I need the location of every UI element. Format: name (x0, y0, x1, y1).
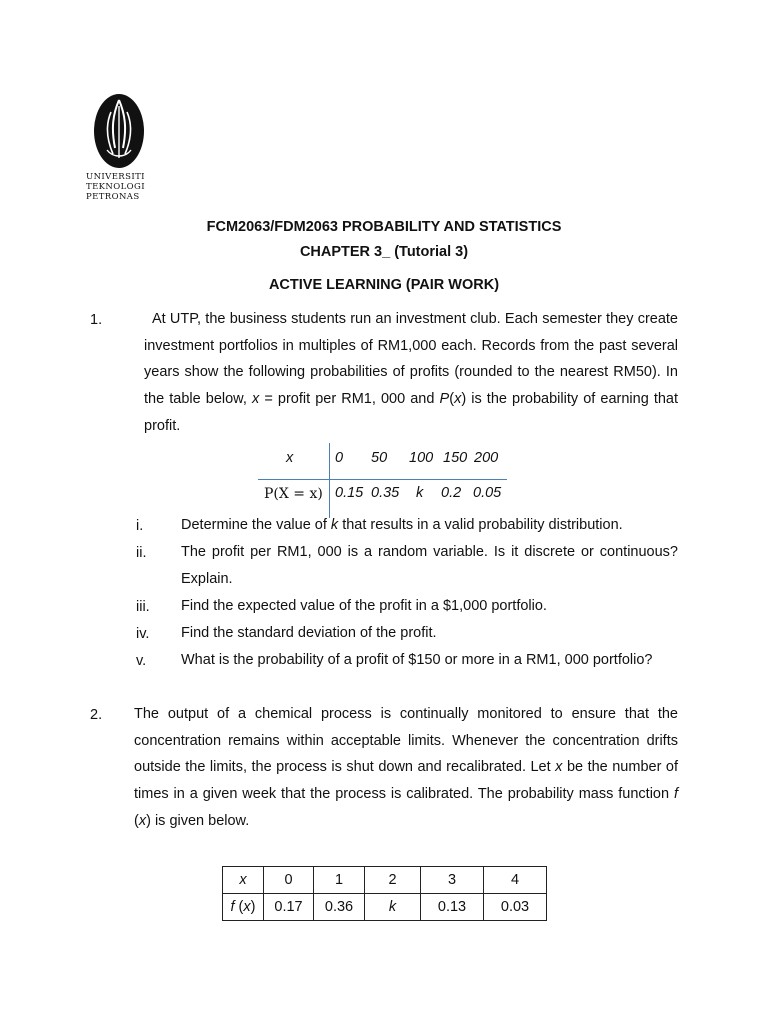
q1-x-value: 100 (409, 450, 434, 466)
q2-x-value: 2 (365, 867, 421, 894)
q2-var-f: f (673, 786, 679, 803)
q1-part-i-var-k: k (330, 517, 339, 533)
q1-part-text (181, 512, 678, 539)
q2-x-value: 4 (484, 867, 547, 894)
q1-part-text: The profit per RM1, 000 is a random variable. Is it discrete or continuous? Explain. (181, 544, 678, 587)
q1-var-p: P (439, 391, 450, 408)
question-1-text: At UTP, the business students run an investment club. Each semester they create investment portfolios in multiples of RM1,000 each. Records from the past several years show the following probabilities of profits (rounded to the nearest RM50). In the table below, x = profit per RM1, 000 and P(x) is the probability of earning that profit. (144, 311, 679, 434)
university-logo (86, 92, 152, 207)
table-row (223, 894, 547, 921)
q2-text-b: be the number of times in a given week that the process is calibrated. The probability mass function (134, 759, 678, 803)
course-title: FCM2063/FDM2063 PROBABILITY AND STATISTICS (206, 219, 562, 235)
q2-x-value: 3 (421, 867, 484, 894)
q1-text-a: At UTP, the business students run an investment club. Each semester they create investment portfolios in multiples of RM1,000 each. Records from the past several years show the following probabilities of profits (rounded to the nearest RM50). In the table below, (144, 311, 678, 408)
q1-part-label: iv. (136, 626, 150, 642)
utp-emblem-icon (93, 92, 145, 170)
q2-f-value: 0.17 (264, 894, 314, 921)
logo-line-2: TEKNOLOGI (86, 182, 145, 192)
q2-f-value: k (365, 894, 421, 921)
q1-p-value: 0.2 (441, 485, 462, 501)
q2-table-f-label: f (x) (223, 894, 264, 921)
q2-pmf-table (222, 866, 547, 921)
q1-part-label: v. (136, 653, 147, 669)
logo-line-1: UNIVERSITI (86, 172, 145, 182)
activity-title: ACTIVE LEARNING (PAIR WORK) (268, 277, 500, 293)
q2-var-f-arg: x (138, 812, 147, 829)
q1-var-x: x (251, 391, 260, 408)
logo-line-3: PETRONAS (86, 192, 140, 202)
q2-text-a: The output of a chemical process is continually monitored to ensure that the concentration remains within acceptable limits. Whenever the concentration drifts outside the limits, the process is shut down and recalibrated. Let (134, 706, 678, 776)
q1-part-label: ii. (136, 545, 147, 561)
q2-f-symbol: f (230, 899, 235, 915)
q1-text-c: is the probability of earning that profit. (144, 391, 679, 434)
q2-f-arg: x (243, 899, 251, 915)
q1-table-vertical-rule (329, 443, 330, 518)
q1-part-label: iii. (136, 599, 150, 615)
q1-text-b: = profit per RM1, 000 and (264, 391, 435, 408)
q2-text-c: is given below. (154, 812, 250, 829)
q2-x-value: 1 (314, 867, 365, 894)
question-2-number: 2. (90, 707, 103, 723)
q1-p-value: 0.35 (371, 485, 400, 501)
q1-p-value: k (416, 485, 424, 501)
q1-table-x-label: x (286, 450, 294, 466)
table-row (223, 867, 547, 894)
q1-p-value: 0.15 (335, 485, 364, 501)
q2-f-value: 0.13 (421, 894, 484, 921)
q1-part-text: Find the expected value of the profit in a $1,000 portfolio. (181, 598, 547, 614)
q1-x-value: 200 (474, 450, 499, 466)
q1-x-value: 150 (443, 450, 468, 466)
question-2-text: The output of a chemical process is continually monitored to ensure that the concentration remains within acceptable limits. Whenever the concentration drifts outside the limits, the process is shut down and recalibrated. Let x be the number of times in a given week that the process is calibrated. The probability mass function f (x) is given below. (134, 706, 679, 829)
q1-var-p-arg: x (454, 391, 462, 408)
q2-table-x-label: x (223, 867, 264, 894)
q1-x-value: 50 (371, 450, 388, 466)
q1-x-value: 0 (335, 450, 344, 466)
q1-part-text: Find the standard deviation of the profit. (181, 625, 437, 641)
q2-x-value: 0 (264, 867, 314, 894)
q1-part-text: What is the probability of a profit of $150 or more in a RM1, 000 portfolio? (181, 652, 653, 668)
chapter-title: CHAPTER 3_ (Tutorial 3) (299, 244, 469, 260)
q2-f-value: 0.03 (484, 894, 547, 921)
q1-part-label: i. (136, 518, 144, 534)
q2-var-x: x (555, 759, 563, 776)
q1-table-p-label: P(X = x) (264, 486, 323, 502)
question-1-number: 1. (90, 312, 103, 328)
q1-table-horizontal-rule (258, 479, 507, 480)
q1-part-i-pre: Determine the value of (181, 517, 327, 533)
q2-f-value: 0.36 (314, 894, 365, 921)
q1-part-i-post: that results in a valid probability distribution. (342, 517, 623, 533)
q1-p-value: 0.05 (473, 485, 502, 501)
